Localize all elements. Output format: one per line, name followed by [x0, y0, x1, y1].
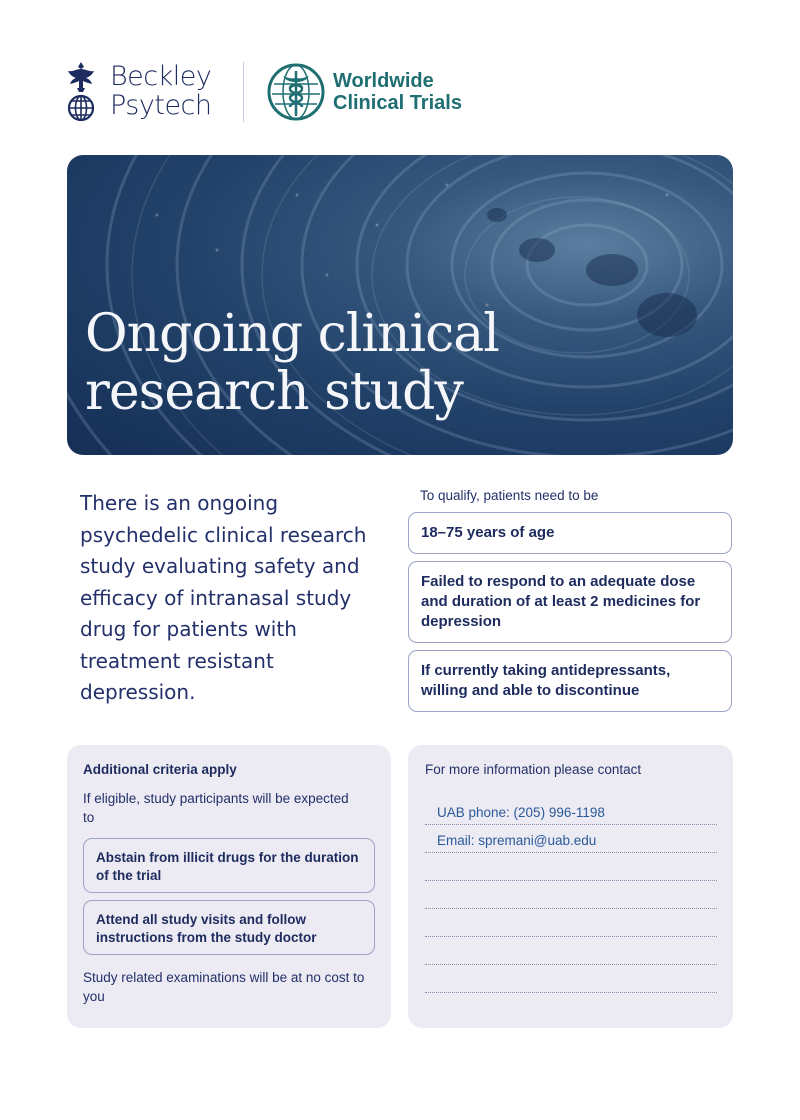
- expectation-card: Abstain from illicit drugs for the duration of the trial: [83, 838, 375, 893]
- beckley-emblem-icon: [64, 60, 98, 122]
- title-line2: research study: [85, 362, 463, 422]
- contact-line: [425, 908, 717, 909]
- caduceus-globe-icon: [266, 62, 326, 122]
- additional-criteria-title: Additional criteria apply: [83, 762, 237, 777]
- criteria-card: Failed to respond to an adequate dose and duration of at least 2 medicines for depression: [408, 561, 732, 643]
- contact-phone: UAB phone: (205) 996-1198: [437, 805, 605, 820]
- intro-paragraph: There is an ongoing psychedelic clinical research study evaluating safety and efficacy of intranasal study drug for patients with treatment resistant depression.: [80, 491, 367, 704]
- wct-line1: Worldwide: [333, 70, 434, 92]
- expectation-card: Attend all study visits and follow instructions from the study doctor: [83, 900, 375, 955]
- contact-line: [425, 880, 717, 881]
- beckley-line2: Psytech: [110, 90, 212, 121]
- page-title: [85, 305, 499, 421]
- contact-title: For more information please contact: [425, 762, 642, 777]
- wct-logo-text: [333, 70, 462, 114]
- contact-line: [425, 824, 717, 825]
- cost-note: Study related examinations will be at no cost to you: [83, 970, 365, 1004]
- qualify-label: To qualify, patients need to be: [420, 488, 599, 503]
- hero-banner: [67, 155, 733, 455]
- criteria-card: If currently taking antidepressants, willing and able to discontinue: [408, 650, 732, 712]
- title-line1: Ongoing clinical: [85, 304, 499, 364]
- eligible-text: If eligible, study participants will be expected to: [83, 791, 349, 825]
- criteria-card: 18–75 years of age: [408, 512, 732, 554]
- logo-divider: [243, 62, 244, 122]
- contact-line: [425, 992, 717, 993]
- contact-line: [425, 852, 717, 853]
- contact-line: [425, 936, 717, 937]
- contact-panel: [408, 745, 733, 1028]
- beckley-line1: Beckley: [110, 61, 212, 92]
- wct-line2: Clinical Trials: [333, 92, 462, 114]
- contact-line: [425, 964, 717, 965]
- contact-email: Email: spremani@uab.edu: [437, 833, 597, 848]
- beckley-logo-text: [110, 62, 212, 120]
